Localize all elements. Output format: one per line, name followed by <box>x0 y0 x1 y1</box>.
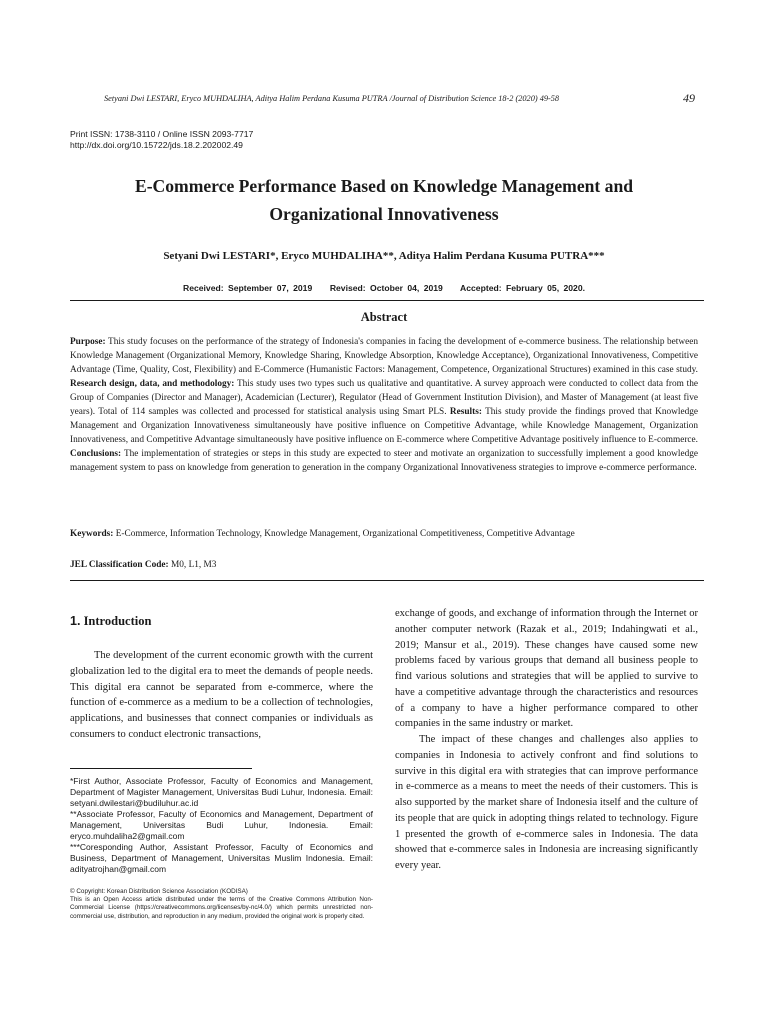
left-column <box>70 648 373 743</box>
divider-top <box>70 300 704 301</box>
copyright-notice <box>70 888 373 921</box>
keywords-text: E-Commerce, Information Technology, Knowledge Management, Organizational Competitiveness, Competitive Advantage <box>115 529 575 539</box>
publication-dates <box>70 283 698 293</box>
issn-block <box>70 129 253 151</box>
section-heading-introduction <box>70 614 151 629</box>
running-head: Setyani Dwi LESTARI, Eryco MUHDALIHA, Aditya Halim Perdana Kusuma PUTRA /Journal of Distribution Science 18-2 (2020) 49-58 <box>104 94 560 103</box>
jel-label: JEL Classification Code: <box>70 560 169 570</box>
paper-title <box>70 172 698 228</box>
section-number: 1. <box>70 614 81 628</box>
footnote-third-author: ***Coresponding Author, Assistant Professor, Faculty of Economics and Business, Department of Management, Universitas Muslim Indonesia. Email: adityatrojhan@gmail.com <box>70 842 373 874</box>
section-title: Introduction <box>83 614 152 628</box>
copyright-line: © Copyright: Korean Distribution Science Association (KODISA) <box>70 888 248 895</box>
title-line-2: Organizational Innovativeness <box>269 204 499 224</box>
footnotes <box>70 776 373 875</box>
received-date: Received: September 07, 2019 <box>183 283 313 293</box>
abstract-heading: Abstract <box>360 310 408 324</box>
keywords <box>70 529 698 539</box>
doi-link[interactable]: http://dx.doi.org/10.15722/jds.18.2.202002.49 <box>70 140 243 150</box>
intro-paragraph-1: The development of the current economic growth with the current globalization led to the digital era to meet the demands of people needs. This digital era cannot be separated from e-commerce, where the function of e-commerce as a medium to be a collection of technologies, applications, and businesses that connect companies or individuals as consumers to conduct electronic transactions, <box>70 650 373 740</box>
footnote-first-author: *First Author, Associate Professor, Faculty of Economics and Management, Department of Magister Management, Universitas Budi Luhur, Indonesia. Email: setyani.dwilestari@budiluhur.ac.id <box>70 776 373 808</box>
jel-text: M0, L1, M3 <box>171 560 217 570</box>
abstract-body <box>70 336 698 476</box>
purpose-label: Purpose: <box>70 337 106 347</box>
keywords-label: Keywords: <box>70 529 114 539</box>
right-column <box>395 606 698 874</box>
license-text: This is an Open Access article distributed under the terms of the Creative Commons Attribution Non-Commercial License (https://creativecommons.org/licenses/by-nc/4.0/) which permits unrestricted non-commercial use, distribution, and reproduction in any medium, provided the original work is properly cited. <box>70 896 373 920</box>
title-line-1: E-Commerce Performance Based on Knowledge Management and <box>134 176 634 196</box>
results-label: Results: <box>449 406 482 417</box>
design-label: Research design, data, and methodology: <box>70 378 235 389</box>
revised-date: Revised: October 04, 2019 <box>329 283 443 293</box>
results-text: This study provide the findings proved that Knowledge Management and Organization Innovativeness simultaneously have positive influence on Competitive Advantage, while Knowledge Management, Organization Innovativeness, and Competitive Advantage simultaneously have positive influence on E-commerce where Competitive Advantage positively influence to E-commerce. <box>70 406 698 445</box>
author-list: Setyani Dwi LESTARI*, Eryco MUHDALIHA**, Aditya Halim Perdana Kusuma PUTRA*** <box>163 250 605 262</box>
conclusions-label: Conclusions: <box>70 448 122 459</box>
footnote-second-author: **Associate Professor, Faculty of Economics and Management, Department of Management, Universitas Budi Luhur, Indonesia. Email: eryco.muhdaliha2@gmail.com <box>70 809 373 841</box>
design-text: This study uses two types such us qualitative and quantitative. A survey approach were conducted to collect data from the Group of Companies (Director and Manager), Academician (Lecturer), Regulator (Head of Government Institution Division), and Master of Management (at least five years). Total of 114 samples was collected and processed for statistical analysis using Smart PLS. <box>70 378 698 417</box>
issn-line: Print ISSN: 1738-3110 / Online ISSN 2093-7717 <box>70 129 254 139</box>
footnote-rule <box>70 768 252 769</box>
divider-bottom <box>70 580 704 581</box>
conclusions-text: The implementation of strategies or steps in this study are expected to steer and motivate an organization to successfully implement a good knowledge management system to pass on knowledge from generation to generation in the company Organizational Innovativeness strategies to improve e-commerce performance. <box>70 448 699 473</box>
intro-paragraph-3: The impact of these changes and challenges also applies to companies in Indonesia to actively confront and find solutions to survive in this digital era with strategies that can improve performance in e-commerce as a means to meet the needs of their customers. This is also supported by the market share of Indonesia itself and the culture of its people that are quick in adopting things related to technology. Figure 1 presented the growth of e-commerce sales in Indonesia. The data showed that e-commerce sales in Indonesia are increasing significantly every year. <box>395 734 698 871</box>
jel-code <box>70 560 698 570</box>
accepted-date: Accepted: February 05, 2020. <box>460 283 585 293</box>
purpose-text: This study focuses on the performance of the strategy of Indonesia's companies in facing the development of e-commerce business. The relationship between Knowledge Management (Organizational Memory, Knowledge Sharing, Knowledge Absorption, Knowledge Acceptance), Organizational Innovativeness, Competitive Advantage (Time, Quality, Cost, Flexibility) and E-Commerce (Humanistic Factors: Management, Competence, Organizational Structures) examined in this case study. <box>70 337 699 375</box>
page-number: 49 <box>683 91 695 105</box>
intro-paragraph-2: exchange of goods, and exchange of information through the Internet or another computer network (Razak et al., 2019; Indahingwati et al., 2019; Mansur et al., 2019). These changes have caused some new problems faced by various groups that demand all business people to find various solutions and strategies that will be applied to survive to have a competitive advantage through the characteristics and resources of a company to have a higher performance compared to other companies in the same industry or market. <box>395 608 698 730</box>
